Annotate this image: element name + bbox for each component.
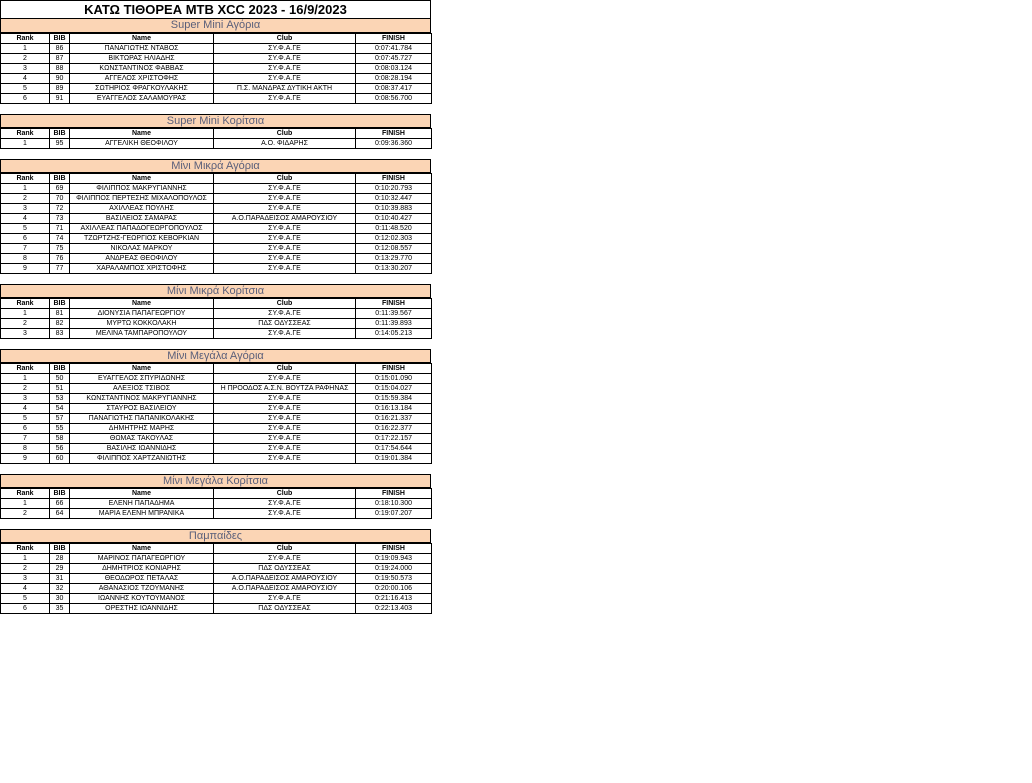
- cell-finish: 0:10:40.427: [356, 214, 432, 224]
- section-title: Super Mini Κορίτσια: [0, 114, 431, 128]
- column-header-bib: BIB: [50, 174, 70, 184]
- cell-bib: 50: [50, 374, 70, 384]
- cell-finish: 0:15:04.027: [356, 384, 432, 394]
- cell-finish: 0:11:39.567: [356, 309, 432, 319]
- cell-finish: 0:12:02.303: [356, 234, 432, 244]
- cell-finish: 0:17:22.157: [356, 434, 432, 444]
- column-header-finish: FINISH: [356, 129, 432, 139]
- cell-name: ΔΙΟΝΥΣΙΑ ΠΑΠΑΓΕΩΡΓΙΟΥ: [70, 309, 214, 319]
- cell-club: ΣΥ.Φ.Α.ΓΕ: [214, 64, 356, 74]
- column-header-name: Name: [70, 129, 214, 139]
- cell-name: ΑΧΙΛΛΕΑΣ ΠΑΠΑΔΟΓΕΩΡΓΟΠΟΥΛΟΣ: [70, 224, 214, 234]
- table-row: [1, 204, 432, 214]
- results-section: [0, 474, 431, 519]
- results-section: [0, 529, 431, 614]
- results-section: [0, 159, 431, 274]
- cell-name: ΣΩΤΗΡΙΟΣ ΦΡΑΓΚΟΥΛΑΚΗΣ: [70, 84, 214, 94]
- cell-name: ΒΑΣΙΛΗΣ ΙΩΑΝΝΙΔΗΣ: [70, 444, 214, 454]
- cell-finish: 0:16:22.377: [356, 424, 432, 434]
- cell-name: ΒΙΚΤΩΡΑΣ ΗΛΙΑΔΗΣ: [70, 54, 214, 64]
- cell-bib: 86: [50, 44, 70, 54]
- cell-name: ΘΩΜΑΣ ΤΑΚΟΥΛΑΣ: [70, 434, 214, 444]
- table-row: [1, 509, 432, 519]
- cell-finish: 0:15:59.384: [356, 394, 432, 404]
- cell-rank: 7: [1, 434, 50, 444]
- cell-club: ΣΥ.Φ.Α.ΓΕ: [214, 244, 356, 254]
- cell-bib: 90: [50, 74, 70, 84]
- results-table: [0, 363, 432, 464]
- column-header-rank: Rank: [1, 489, 50, 499]
- column-header-name: Name: [70, 364, 214, 374]
- column-header-bib: BIB: [50, 489, 70, 499]
- cell-bib: 87: [50, 54, 70, 64]
- cell-rank: 7: [1, 244, 50, 254]
- cell-rank: 2: [1, 194, 50, 204]
- cell-rank: 6: [1, 94, 50, 104]
- results-table: [0, 543, 432, 614]
- table-row: [1, 319, 432, 329]
- section-title: Μίνι Μικρά Κορίτσια: [0, 284, 431, 298]
- results-section: [0, 284, 431, 339]
- cell-name: ΦΙΛΙΠΠΟΣ ΠΕΡΤΕΣΗΣ ΜΙΧΑΛΟΠΟΥΛΟΣ: [70, 194, 214, 204]
- cell-bib: 31: [50, 574, 70, 584]
- table-header-row: [1, 129, 432, 139]
- table-row: [1, 404, 432, 414]
- cell-finish: 0:07:41.784: [356, 44, 432, 54]
- cell-bib: 60: [50, 454, 70, 464]
- column-header-name: Name: [70, 174, 214, 184]
- cell-finish: 0:18:10.300: [356, 499, 432, 509]
- cell-finish: 0:16:21.337: [356, 414, 432, 424]
- results-section: [0, 349, 431, 464]
- cell-bib: 54: [50, 404, 70, 414]
- column-header-club: Club: [214, 544, 356, 554]
- column-header-club: Club: [214, 34, 356, 44]
- cell-rank: 1: [1, 139, 50, 149]
- cell-bib: 83: [50, 329, 70, 339]
- column-header-rank: Rank: [1, 34, 50, 44]
- cell-name: ΧΑΡΑΛΑΜΠΟΣ ΧΡΙΣΤΟΦΗΣ: [70, 264, 214, 274]
- table-row: [1, 594, 432, 604]
- page-title: ΚΑΤΩ ΤΙΘΟΡΕΑ ΜΤΒ XCC 2023 - 16/9/2023: [0, 0, 431, 19]
- cell-bib: 64: [50, 509, 70, 519]
- cell-club: Α.Ο. ΦΙΔΑΡΗΣ: [214, 139, 356, 149]
- cell-rank: 3: [1, 329, 50, 339]
- table-row: [1, 94, 432, 104]
- cell-club: Α.Ο.ΠΑΡΑΔΕΙΣΟΣ ΑΜΑΡΟΥΣΙΟΥ: [214, 584, 356, 594]
- cell-club: ΣΥ.Φ.Α.ΓΕ: [214, 554, 356, 564]
- cell-rank: 4: [1, 404, 50, 414]
- cell-rank: 6: [1, 234, 50, 244]
- column-header-finish: FINISH: [356, 489, 432, 499]
- table-header-row: [1, 34, 432, 44]
- column-header-bib: BIB: [50, 299, 70, 309]
- table-header-row: [1, 364, 432, 374]
- table-header-row: [1, 489, 432, 499]
- results-table: [0, 128, 432, 149]
- table-row: [1, 434, 432, 444]
- table-row: [1, 309, 432, 319]
- cell-finish: 0:11:39.893: [356, 319, 432, 329]
- cell-name: ΕΛΕΝΗ ΠΑΠΑΔΗΜΑ: [70, 499, 214, 509]
- table-row: [1, 584, 432, 594]
- cell-name: ΕΥΑΓΓΕΛΟΣ ΣΑΛΑΜΟΥΡΑΣ: [70, 94, 214, 104]
- cell-club: Α.Ο.ΠΑΡΑΔΕΙΣΟΣ ΑΜΑΡΟΥΣΙΟΥ: [214, 574, 356, 584]
- table-row: [1, 234, 432, 244]
- table-row: [1, 424, 432, 434]
- cell-club: ΣΥ.Φ.Α.ΓΕ: [214, 204, 356, 214]
- cell-finish: 0:08:56.700: [356, 94, 432, 104]
- cell-finish: 0:19:09.943: [356, 554, 432, 564]
- section-spacer: [0, 519, 431, 529]
- cell-name: ΦΙΛΙΠΠΟΣ ΧΑΡΤΖΑΝΙΩΤΗΣ: [70, 454, 214, 464]
- cell-name: ΑΘΑΝΑΣΙΟΣ ΤΖΟΥΜΑΝΗΣ: [70, 584, 214, 594]
- cell-rank: 3: [1, 394, 50, 404]
- cell-rank: 8: [1, 444, 50, 454]
- cell-bib: 73: [50, 214, 70, 224]
- cell-finish: 0:10:39.883: [356, 204, 432, 214]
- table-row: [1, 414, 432, 424]
- table-row: [1, 184, 432, 194]
- cell-finish: 0:17:54.644: [356, 444, 432, 454]
- cell-finish: 0:11:48.520: [356, 224, 432, 234]
- column-header-bib: BIB: [50, 129, 70, 139]
- cell-rank: 5: [1, 414, 50, 424]
- table-row: [1, 574, 432, 584]
- section-spacer: [0, 339, 431, 349]
- table-header-row: [1, 174, 432, 184]
- cell-name: ΜΥΡΤΩ ΚΟΚΚΟΛΑΚΗ: [70, 319, 214, 329]
- cell-club: ΣΥ.Φ.Α.ΓΕ: [214, 434, 356, 444]
- cell-club: ΣΥ.Φ.Α.ΓΕ: [214, 264, 356, 274]
- cell-finish: 0:19:24.000: [356, 564, 432, 574]
- cell-club: ΣΥ.Φ.Α.ΓΕ: [214, 44, 356, 54]
- cell-bib: 57: [50, 414, 70, 424]
- column-header-club: Club: [214, 299, 356, 309]
- section-title: Μίνι Μικρά Αγόρια: [0, 159, 431, 173]
- cell-name: ΙΩΑΝΝΗΣ ΚΟΥΤΟΥΜΑΝΟΣ: [70, 594, 214, 604]
- cell-club: ΣΥ.Φ.Α.ΓΕ: [214, 394, 356, 404]
- cell-bib: 69: [50, 184, 70, 194]
- column-header-club: Club: [214, 364, 356, 374]
- column-header-finish: FINISH: [356, 364, 432, 374]
- cell-name: ΑΛΕΞΙΟΣ ΤΣΙΒΟΣ: [70, 384, 214, 394]
- cell-club: ΣΥ.Φ.Α.ΓΕ: [214, 414, 356, 424]
- cell-club: Α.Ο.ΠΑΡΑΔΕΙΣΟΣ ΑΜΑΡΟΥΣΙΟΥ: [214, 214, 356, 224]
- table-row: [1, 554, 432, 564]
- cell-name: ΔΗΜΗΤΡΙΟΣ ΚΟΝΙΑΡΗΣ: [70, 564, 214, 574]
- cell-bib: 74: [50, 234, 70, 244]
- cell-rank: 2: [1, 319, 50, 329]
- table-row: [1, 499, 432, 509]
- table-row: [1, 54, 432, 64]
- section-title: Super Mini Αγόρια: [0, 19, 431, 33]
- cell-bib: 81: [50, 309, 70, 319]
- cell-rank: 3: [1, 64, 50, 74]
- cell-name: ΤΖΩΡΤΖΗΣ-ΓΕΩΡΓΙΟΣ ΚΕΒΟΡΚΙΑΝ: [70, 234, 214, 244]
- table-row: [1, 64, 432, 74]
- cell-bib: 30: [50, 594, 70, 604]
- cell-name: ΚΩΝΣΤΑΝΤΙΝΟΣ ΜΑΚΡΥΓΙΑΝΝΗΣ: [70, 394, 214, 404]
- cell-name: ΦΙΛΙΠΠΟΣ ΜΑΚΡΥΓΙΑΝΝΗΣ: [70, 184, 214, 194]
- cell-bib: 75: [50, 244, 70, 254]
- cell-finish: 0:19:50.573: [356, 574, 432, 584]
- cell-finish: 0:22:13.403: [356, 604, 432, 614]
- cell-rank: 4: [1, 74, 50, 84]
- column-header-bib: BIB: [50, 364, 70, 374]
- cell-name: ΜΑΡΙΝΟΣ ΠΑΠΑΓΕΩΡΓΙΟΥ: [70, 554, 214, 564]
- table-header-row: [1, 299, 432, 309]
- cell-name: ΝΙΚΟΛΑΣ ΜΑΡΚΟΥ: [70, 244, 214, 254]
- cell-rank: 2: [1, 384, 50, 394]
- cell-finish: 0:16:13.184: [356, 404, 432, 414]
- cell-bib: 72: [50, 204, 70, 214]
- column-header-rank: Rank: [1, 544, 50, 554]
- cell-club: ΠΔΣ ΟΔΥΣΣΕΑΣ: [214, 319, 356, 329]
- column-header-name: Name: [70, 34, 214, 44]
- cell-name: ΑΓΓΕΛΟΣ ΧΡΙΣΤΟΦΗΣ: [70, 74, 214, 84]
- cell-finish: 0:19:01.384: [356, 454, 432, 464]
- table-row: [1, 74, 432, 84]
- cell-club: ΣΥ.Φ.Α.ΓΕ: [214, 454, 356, 464]
- cell-name: ΣΤΑΥΡΟΣ ΒΑΣΙΛΕΙΟΥ: [70, 404, 214, 414]
- cell-rank: 4: [1, 584, 50, 594]
- cell-club: ΣΥ.Φ.Α.ΓΕ: [214, 184, 356, 194]
- cell-club: ΣΥ.Φ.Α.ΓΕ: [214, 234, 356, 244]
- cell-name: ΒΑΣΙΛΕΙΟΣ ΣΑΜΑΡΑΣ: [70, 214, 214, 224]
- cell-bib: 71: [50, 224, 70, 234]
- table-row: [1, 244, 432, 254]
- cell-bib: 70: [50, 194, 70, 204]
- cell-club: ΠΔΣ ΟΔΥΣΣΕΑΣ: [214, 564, 356, 574]
- cell-finish: 0:08:03.124: [356, 64, 432, 74]
- cell-name: ΑΓΓΕΛΙΚΗ ΘΕΟΦΙΛΟΥ: [70, 139, 214, 149]
- table-row: [1, 84, 432, 94]
- cell-bib: 51: [50, 384, 70, 394]
- results-table: [0, 173, 432, 274]
- cell-bib: 55: [50, 424, 70, 434]
- table-row: [1, 564, 432, 574]
- table-row: [1, 214, 432, 224]
- cell-bib: 58: [50, 434, 70, 444]
- column-header-finish: FINISH: [356, 34, 432, 44]
- column-header-name: Name: [70, 299, 214, 309]
- column-header-rank: Rank: [1, 174, 50, 184]
- cell-rank: 4: [1, 214, 50, 224]
- cell-bib: 76: [50, 254, 70, 264]
- cell-rank: 1: [1, 184, 50, 194]
- cell-name: ΘΕΟΔΩΡΟΣ ΠΕΤΑΛΑΣ: [70, 574, 214, 584]
- cell-rank: 1: [1, 309, 50, 319]
- column-header-finish: FINISH: [356, 174, 432, 184]
- cell-rank: 9: [1, 264, 50, 274]
- table-row: [1, 454, 432, 464]
- cell-club: ΣΥ.Φ.Α.ΓΕ: [214, 254, 356, 264]
- table-row: [1, 394, 432, 404]
- cell-bib: 82: [50, 319, 70, 329]
- cell-club: ΣΥ.Φ.Α.ΓΕ: [214, 74, 356, 84]
- results-table: [0, 298, 432, 339]
- cell-rank: 2: [1, 509, 50, 519]
- cell-rank: 3: [1, 204, 50, 214]
- cell-finish: 0:09:36.360: [356, 139, 432, 149]
- column-header-rank: Rank: [1, 299, 50, 309]
- cell-finish: 0:08:28.194: [356, 74, 432, 84]
- cell-name: ΕΥΑΓΓΕΛΟΣ ΣΠΥΡΙΔΩΝΗΣ: [70, 374, 214, 384]
- cell-finish: 0:14:05.213: [356, 329, 432, 339]
- column-header-finish: FINISH: [356, 299, 432, 309]
- cell-finish: 0:07:45.727: [356, 54, 432, 64]
- cell-bib: 53: [50, 394, 70, 404]
- results-sheet: [0, 0, 431, 614]
- column-header-finish: FINISH: [356, 544, 432, 554]
- cell-finish: 0:08:37.417: [356, 84, 432, 94]
- section-title: Μίνι Μεγάλα Αγόρια: [0, 349, 431, 363]
- column-header-name: Name: [70, 544, 214, 554]
- cell-bib: 32: [50, 584, 70, 594]
- cell-bib: 91: [50, 94, 70, 104]
- cell-finish: 0:10:20.793: [356, 184, 432, 194]
- cell-club: ΣΥ.Φ.Α.ΓΕ: [214, 594, 356, 604]
- cell-bib: 56: [50, 444, 70, 454]
- cell-club: ΣΥ.Φ.Α.ΓΕ: [214, 329, 356, 339]
- cell-rank: 5: [1, 224, 50, 234]
- results-table: [0, 488, 432, 519]
- cell-club: ΣΥ.Φ.Α.ΓΕ: [214, 509, 356, 519]
- cell-finish: 0:10:32.447: [356, 194, 432, 204]
- section-spacer: [0, 464, 431, 474]
- column-header-club: Club: [214, 129, 356, 139]
- cell-club: ΣΥ.Φ.Α.ΓΕ: [214, 54, 356, 64]
- table-row: [1, 384, 432, 394]
- cell-finish: 0:21:16.413: [356, 594, 432, 604]
- cell-rank: 5: [1, 594, 50, 604]
- cell-club: Π.Σ. ΜΑΝΔΡΑΣ ΔΥΤΙΚΗ ΑΚΤΗ: [214, 84, 356, 94]
- cell-name: ΔΗΜΗΤΡΗΣ ΜΑΡΗΣ: [70, 424, 214, 434]
- column-header-bib: BIB: [50, 34, 70, 44]
- cell-club: ΣΥ.Φ.Α.ΓΕ: [214, 224, 356, 234]
- results-table: [0, 33, 432, 104]
- cell-rank: 1: [1, 374, 50, 384]
- table-row: [1, 374, 432, 384]
- cell-rank: 5: [1, 84, 50, 94]
- cell-rank: 6: [1, 424, 50, 434]
- cell-club: ΣΥ.Φ.Α.ΓΕ: [214, 194, 356, 204]
- column-header-rank: Rank: [1, 129, 50, 139]
- table-row: [1, 44, 432, 54]
- cell-name: ΟΡΕΣΤΗΣ ΙΩΑΝΝΙΔΗΣ: [70, 604, 214, 614]
- cell-club: ΣΥ.Φ.Α.ΓΕ: [214, 374, 356, 384]
- section-spacer: [0, 149, 431, 159]
- cell-name: ΑΧΙΛΛΕΑΣ ΠΟΥΛΗΣ: [70, 204, 214, 214]
- table-header-row: [1, 544, 432, 554]
- table-row: [1, 139, 432, 149]
- section-title: Παμπαίδες: [0, 529, 431, 543]
- cell-finish: 0:15:01.090: [356, 374, 432, 384]
- cell-rank: 1: [1, 554, 50, 564]
- cell-club: ΣΥ.Φ.Α.ΓΕ: [214, 424, 356, 434]
- table-row: [1, 254, 432, 264]
- column-header-club: Club: [214, 489, 356, 499]
- section-spacer: [0, 104, 431, 114]
- column-header-bib: BIB: [50, 544, 70, 554]
- cell-rank: 8: [1, 254, 50, 264]
- cell-club: ΣΥ.Φ.Α.ΓΕ: [214, 404, 356, 414]
- cell-bib: 95: [50, 139, 70, 149]
- cell-club: ΠΔΣ ΟΔΥΣΣΕΑΣ: [214, 604, 356, 614]
- cell-name: ΜΑΡΙΑ ΕΛΕΝΗ ΜΠΡΑΝΙΚΑ: [70, 509, 214, 519]
- cell-club: ΣΥ.Φ.Α.ΓΕ: [214, 309, 356, 319]
- results-section: [0, 19, 431, 104]
- results-section: [0, 114, 431, 149]
- cell-bib: 29: [50, 564, 70, 574]
- cell-rank: 9: [1, 454, 50, 464]
- column-header-name: Name: [70, 489, 214, 499]
- cell-bib: 89: [50, 84, 70, 94]
- cell-finish: 0:19:07.207: [356, 509, 432, 519]
- cell-name: ΠΑΝΑΓΙΩΤΗΣ ΝΤΑΒΟΣ: [70, 44, 214, 54]
- cell-rank: 2: [1, 564, 50, 574]
- cell-rank: 2: [1, 54, 50, 64]
- table-row: [1, 329, 432, 339]
- cell-finish: 0:13:29.770: [356, 254, 432, 264]
- cell-club: ΣΥ.Φ.Α.ΓΕ: [214, 94, 356, 104]
- cell-club: ΣΥ.Φ.Α.ΓΕ: [214, 499, 356, 509]
- cell-bib: 66: [50, 499, 70, 509]
- cell-name: ΚΩΝΣΤΑΝΤΙΝΟΣ ΦΑΒΒΑΣ: [70, 64, 214, 74]
- column-header-rank: Rank: [1, 364, 50, 374]
- cell-bib: 35: [50, 604, 70, 614]
- table-row: [1, 604, 432, 614]
- table-row: [1, 224, 432, 234]
- cell-finish: 0:20:00.106: [356, 584, 432, 594]
- column-header-club: Club: [214, 174, 356, 184]
- cell-bib: 77: [50, 264, 70, 274]
- cell-finish: 0:12:08.557: [356, 244, 432, 254]
- section-title: Μίνι Μεγάλα Κορίτσια: [0, 474, 431, 488]
- cell-rank: 1: [1, 499, 50, 509]
- cell-bib: 28: [50, 554, 70, 564]
- cell-club: Η ΠΡΟΟΔΟΣ Α.Σ.Ν. ΒΟΥΤΖΑ ΡΑΦΗΝΑΣ: [214, 384, 356, 394]
- results-sections: [0, 19, 431, 614]
- cell-rank: 3: [1, 574, 50, 584]
- cell-name: ΠΑΝΑΓΙΩΤΗΣ ΠΑΠΑΝΙΚΟΛΑΚΗΣ: [70, 414, 214, 424]
- cell-finish: 0:13:30.207: [356, 264, 432, 274]
- cell-name: ΜΕΛΙΝΑ ΤΑΜΠΑΡΟΠΟΥΛΟΥ: [70, 329, 214, 339]
- cell-club: ΣΥ.Φ.Α.ΓΕ: [214, 444, 356, 454]
- table-row: [1, 444, 432, 454]
- cell-bib: 88: [50, 64, 70, 74]
- cell-rank: 6: [1, 604, 50, 614]
- table-row: [1, 264, 432, 274]
- section-spacer: [0, 274, 431, 284]
- cell-name: ΑΝΔΡΕΑΣ ΘΕΟΦΙΛΟΥ: [70, 254, 214, 264]
- cell-rank: 1: [1, 44, 50, 54]
- table-row: [1, 194, 432, 204]
